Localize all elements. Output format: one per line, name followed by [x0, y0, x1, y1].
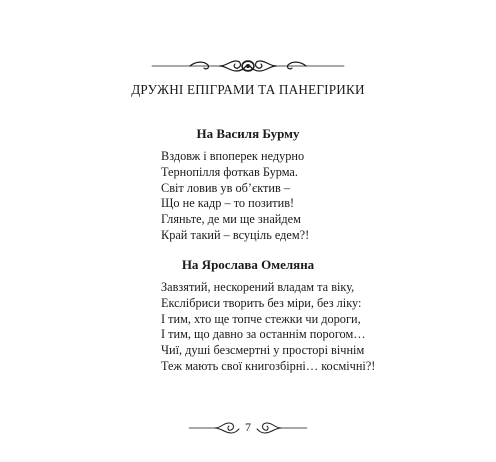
poem-title-burma: На Василя Бурму [196, 126, 300, 141]
poem-title-omelian: На Ярослава Омеляна [181, 257, 315, 272]
poem-line: Вздовж і впоперек недурно [161, 149, 305, 163]
page-footer [0, 418, 496, 438]
poem-line: І тим, що давно за останнім порогом… [161, 327, 366, 342]
poem-line: Екслібриси творить без міри, без ліку: [161, 295, 362, 310]
poem-burma-stanza [161, 149, 309, 244]
poem-line: Завзятий, нескорений владам та віку, [161, 280, 355, 294]
poem-line: Чиї, душі безсмертні у просторі вічнім [161, 343, 365, 358]
flourish-divider-icon [150, 53, 346, 79]
poem-line: Теж мають свої книгозбірні… космічні?! [161, 358, 376, 373]
page-number: 7 [245, 420, 251, 434]
poem-line: Світ ловив ув об’єктив – [161, 180, 291, 195]
poem-line: І тим, хто ще топче стежки чи дороги, [161, 311, 361, 326]
section-title: ДРУЖНІ ЕПІГРАМИ ТА ПАНЕГІРИКИ [131, 82, 365, 97]
poem-line: Що не кадр – то позитив! [161, 196, 295, 211]
poem-line: Тернопілля фоткав Бурма. [161, 164, 298, 179]
poem-line: Гляньте, де ми ще знайдем [161, 212, 301, 227]
poem-omelian-stanza [161, 280, 375, 375]
poem-line: Край такий – всуціль едем?! [161, 227, 310, 242]
